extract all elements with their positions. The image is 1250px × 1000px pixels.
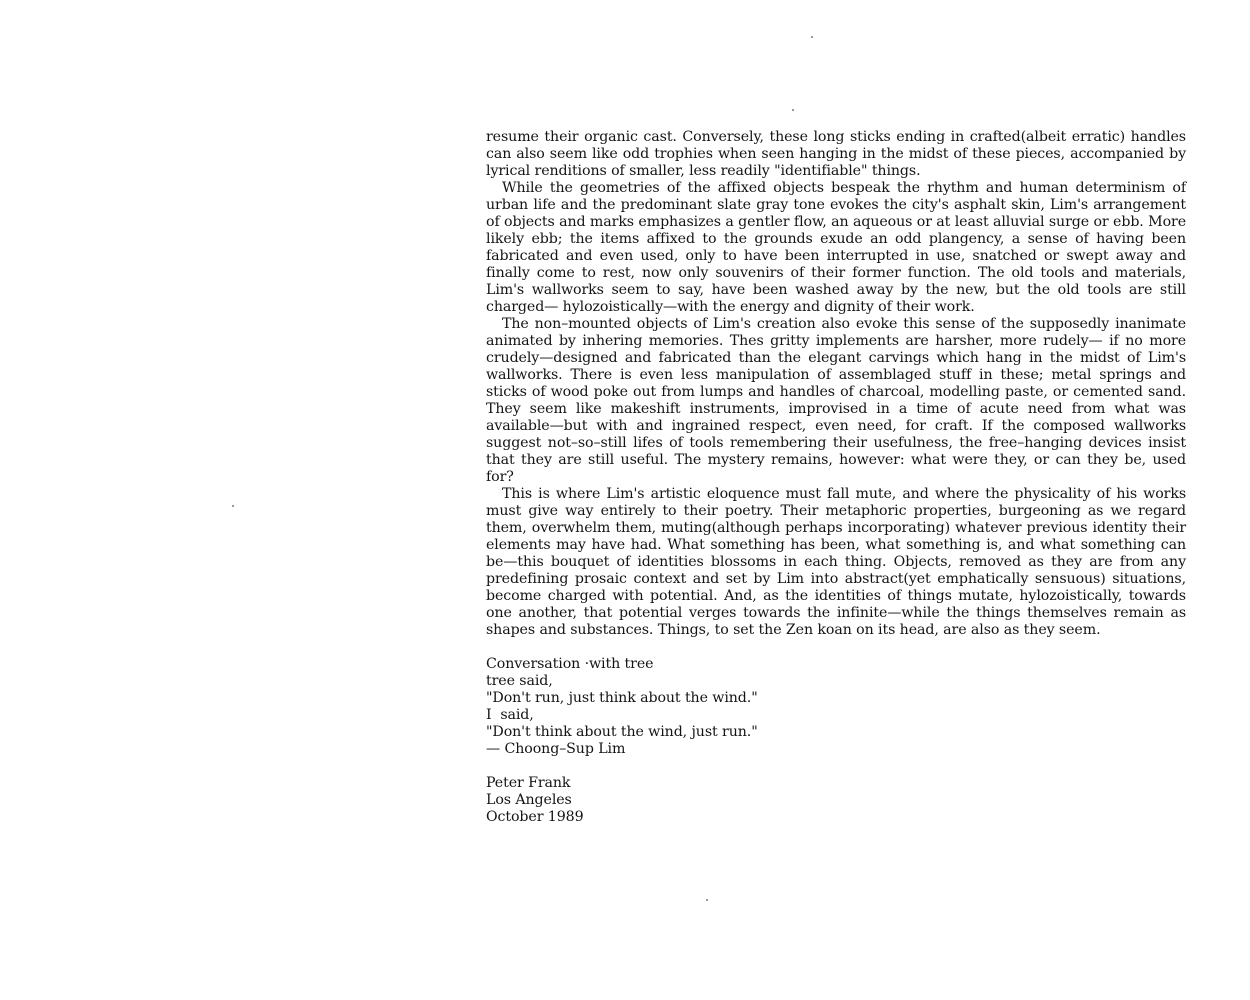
body-paragraph: While the geometries of the affixed objects bespeak the rhythm and human determinism of urban life and the predominant slate gray tone evokes the city's asphalt skin, Lim's arrangement of objects and marks emphasizes a gentler flow, an aqueous or at least alluvial surge or ebb. More likely ebb; the items affixed to the grounds exude an odd plangency, a sense of having been fabricated and even used, only to have been interrupted in use, snatched or swept away and finally come to rest, now only souvenirs of their former function. The old tools and materials, Lim's wallworks seem to say, have been washed away by the new, but the old tools are still charged— hylozoistically—with the energy and dignity of their work. — [486, 180, 1186, 315]
body-paragraph: resume their organic cast. Conversely, these long sticks ending in crafted(albeit erratic) handles can also seem like odd trophies when seen hanging in the midst of these pieces, accompanied by lyrical renditions of smaller, less readily "identifiable" things. — [486, 129, 1186, 179]
signature-date: October 1989 — [486, 809, 584, 825]
essay-text-column — [486, 129, 1186, 826]
poem-line: I said, — [486, 707, 534, 723]
scan-speck — [232, 505, 234, 507]
author-name: Peter Frank — [486, 775, 571, 791]
poem-line: "Don't think about the wind, just run." — [486, 724, 758, 740]
poem-attribution: — Choong–Sup Lim — [486, 741, 626, 757]
poem-line: Conversation ·with tree — [486, 656, 654, 672]
signature-block — [486, 775, 1186, 826]
body-paragraph: The non–mounted objects of Lim's creation also evoke this sense of the supposedly inanimate animated by inhering memories. Thes gritty implements are harsher, more rudely— if no more crudely—designed and fabricated than the elegant carvings which hang in the midst of Lim's wallworks. There is even less manipulation of assemblaged stuff in these; metal springs and sticks of wood poke out from lumps and handles of charcoal, modelling paste, or cemented sand. They seem like makeshift instruments, improvised in a time of acute need from what was available—but with and ingrained respect, even need, for craft. If the composed wallworks suggest not–so–still lifes of tools remembering their usefulness, the free–hanging devices insist that they are still useful. The mystery remains, however: what were they, or can they be, used for? — [486, 316, 1186, 485]
poem-line: tree said, — [486, 673, 553, 689]
body-paragraph: This is where Lim's artistic eloquence must fall mute, and where the physicality of his works must give way entirely to their poetry. Their metaphoric properties, burgeoning as we regard them, overwhelm them, muting(although perhaps incorporating) whatever previous identity their elements may have had. What something has been, what something is, and what something can be—this bouquet of identities blossoms in each thing. Objects, removed as they are from any predefining prosaic context and set by Lim into abstract(yet emphatically sensuous) situations, become charged with potential. And, as the identities of things mutate, hylozoistically, towards one another, that potential verges towards the infinite—while the things themselves remain as shapes and substances. Things, to set the Zen koan on its head, are also as they seem. — [486, 486, 1186, 638]
author-location: Los Angeles — [486, 792, 572, 808]
poem-line: "Don't run, just think about the wind." — [486, 690, 758, 706]
scan-speck — [706, 899, 708, 901]
poem-block — [486, 656, 1186, 758]
scan-speck — [792, 109, 794, 111]
scan-speck — [811, 36, 813, 38]
